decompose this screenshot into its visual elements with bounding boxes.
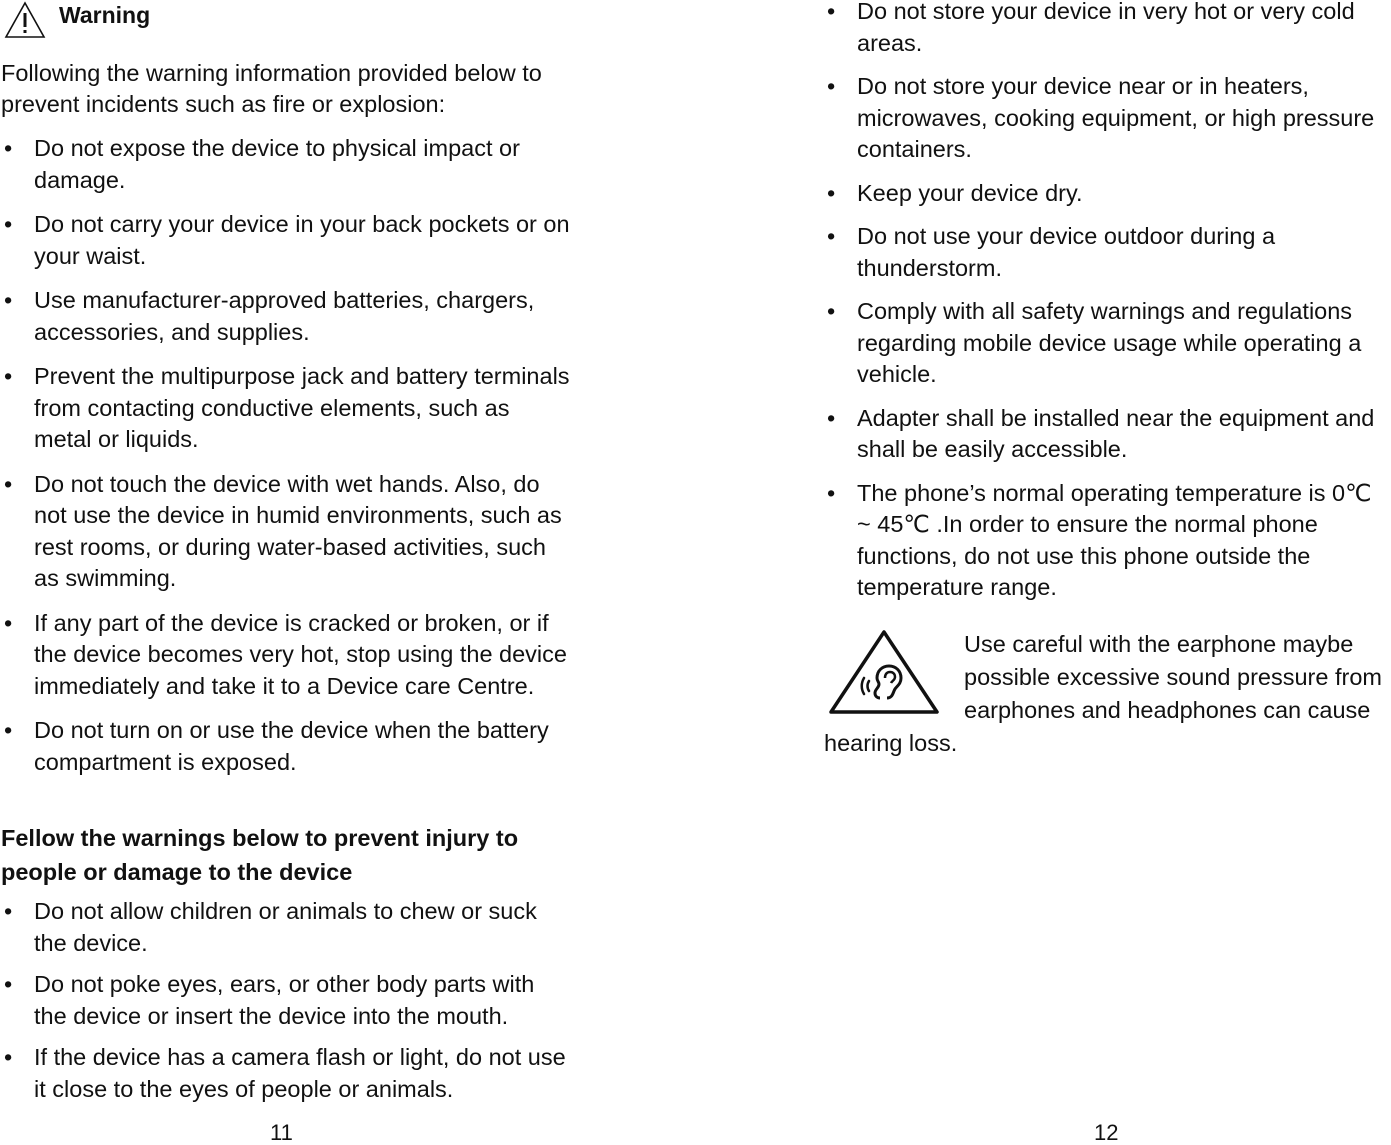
list-item: • Do not store your device in very hot or very cold areas. xyxy=(824,0,1391,59)
list-item: • If the device has a camera flash or light, do not use it close to the eyes of people or animals. xyxy=(1,1042,571,1105)
list-item: • Do not poke eyes, ears, or other body parts with the device or insert the device into the mouth. xyxy=(1,969,571,1032)
injury-warning-list xyxy=(1,896,571,1115)
hearing-warning-icon xyxy=(825,628,943,720)
earphone-warning xyxy=(824,628,1391,760)
list-item: • Do not carry your device in your back pockets or on your waist. xyxy=(1,209,571,272)
list-item: • Do not allow children or animals to chew or suck the device. xyxy=(1,896,571,959)
list-item: • Comply with all safety warnings and regulations regarding mobile device usage while operating a vehicle. xyxy=(824,296,1391,391)
device-care-warning-list xyxy=(824,0,1391,616)
list-item: • Do not use your device outdoor during a thunderstorm. xyxy=(824,221,1391,284)
injury-warning-heading: Fellow the warnings below to prevent injury to people or damage to the device xyxy=(1,825,519,885)
earphone-warning-text: Use careful with the earphone maybe possible excessive sound pressure from earphones and headphones can cause hearing loss. xyxy=(824,631,1382,756)
warning-title: Warning xyxy=(59,1,151,28)
right-page xyxy=(824,0,1391,1145)
fire-explosion-warning-list xyxy=(1,133,571,791)
list-item: • Adapter shall be installed near the equipment and shall be easily accessible. xyxy=(824,403,1391,466)
list-item: • Keep your device dry. xyxy=(824,178,1391,210)
page-number: 11 xyxy=(270,1120,293,1145)
list-item: • The phone’s normal operating temperature is 0℃ ~ 45℃ .In order to ensure the normal phone functions, do not use this phone outside the temperature range. xyxy=(824,478,1391,604)
list-item: • Prevent the multipurpose jack and battery terminals from contacting conductive elements, such as metal or liquids. xyxy=(1,361,571,456)
intro-paragraph: Following the warning information provided below to prevent incidents such as fire or explosion: xyxy=(1,60,542,117)
page-number: 12 xyxy=(1094,1120,1119,1145)
warning-heading xyxy=(4,0,150,40)
left-page xyxy=(0,0,580,1145)
list-item: • Do not store your device near or in heaters, microwaves, cooking equipment, or high pressure containers. xyxy=(824,71,1391,166)
list-item: • Do not turn on or use the device when the battery compartment is exposed. xyxy=(1,715,571,778)
list-item: • Use manufacturer-approved batteries, chargers, accessories, and supplies. xyxy=(1,285,571,348)
list-item: • If any part of the device is cracked or broken, or if the device becomes very hot, stop using the device immediately and take it to a Device care Centre. xyxy=(1,608,571,703)
warning-triangle-icon xyxy=(4,1,46,39)
list-item: • Do not touch the device with wet hands. Also, do not use the device in humid environments, such as rest rooms, or during water-based activities, such as swimming. xyxy=(1,469,571,595)
list-item: • Do not expose the device to physical impact or damage. xyxy=(1,133,571,196)
